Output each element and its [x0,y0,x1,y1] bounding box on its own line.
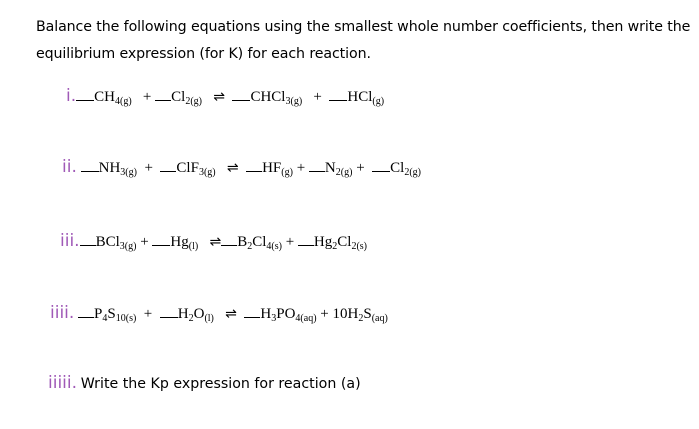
plus-sign: + [356,160,365,176]
equilibrium-arrow-icon: ⇌ [225,306,237,322]
formula: $Hg_2Cl_{2(s)}$ [313,234,368,252]
coefficient-blank[interactable] [80,231,96,246]
formula: $Cl_{2(g)}$ [171,89,202,107]
coefficient-blank[interactable] [232,86,250,101]
equilibrium-arrow-icon: ⇌ [213,89,225,105]
equilibrium-arrow-icon: ⇌ [226,160,239,176]
coefficient-blank[interactable] [309,157,325,172]
question-kp [48,373,361,394]
equation-iiii [50,303,388,329]
formula: CHCl$_{3(g)}$ [250,89,303,107]
equation-numeral: i. [66,86,77,106]
formula: $CH_{4(g)}$ [94,89,132,107]
instructions-line-2: equilibrium expression (for K) for each reaction. [36,46,371,62]
formula: $Cl_{2(g)}$ [390,160,422,178]
formula: $P_4S_{10(s)}$ [94,306,137,324]
formula: $N_{2(g)}$ [324,160,353,178]
plus-sign: + [296,160,306,176]
coefficient-blank[interactable] [160,303,178,318]
equation-numeral: iii. [60,231,80,251]
question-text: Write the Kp expression for reaction (a) [80,376,361,392]
formula: HCl$_{(g)}$ [347,89,385,107]
coefficient-blank[interactable] [76,86,94,101]
instructions [36,14,691,68]
coefficient-blank[interactable] [298,231,314,246]
formula: $HF_{(g)}$ [262,160,293,178]
equilibrium-arrow-icon: ⇌ [209,234,222,250]
equation-ii [62,157,421,183]
formula: BCl$_{3(g)}$ [95,234,137,252]
equation-i [66,86,384,112]
plus-sign: + [144,160,153,176]
plus-sign: + [142,89,152,105]
coefficient-blank[interactable] [160,157,176,172]
question-numeral: iiiii. [48,373,78,393]
formula: $Hg_{(l)}$ [170,234,199,252]
coefficient-blank[interactable] [155,86,171,101]
formula: $B_2Cl_{4(s)}$ [237,234,282,252]
coefficient-blank[interactable] [372,157,390,172]
plus-sign: + [140,234,149,250]
coefficient-blank[interactable] [152,231,170,246]
formula: $NH_{3(g)}$ [98,160,137,178]
equation-numeral: ii. [62,157,77,177]
formula: $H_2O_{(l)}$ [177,306,214,324]
equation-iii [60,231,367,257]
plus-sign: + [313,89,322,105]
equation-numeral: iiii. [50,303,75,323]
formula: $10H_2S_{(aq)}$ [332,306,388,324]
formula: ClF$_{3(g)}$ [176,160,216,178]
instructions-line-1: Balance the following equations using the smallest whole number coefficients, then write the [36,19,691,35]
plus-sign: + [320,306,329,322]
coefficient: 10 [332,306,348,322]
coefficient-blank[interactable] [244,303,260,318]
plus-sign: + [285,234,295,250]
coefficient-blank[interactable] [81,157,99,172]
coefficient-blank[interactable] [329,86,347,101]
formula: $H_3PO_{4(aq)}$ [260,306,317,324]
coefficient-blank[interactable] [246,157,262,172]
coefficient-blank[interactable] [78,303,94,318]
plus-sign: + [143,306,153,322]
coefficient-blank[interactable] [221,231,237,246]
